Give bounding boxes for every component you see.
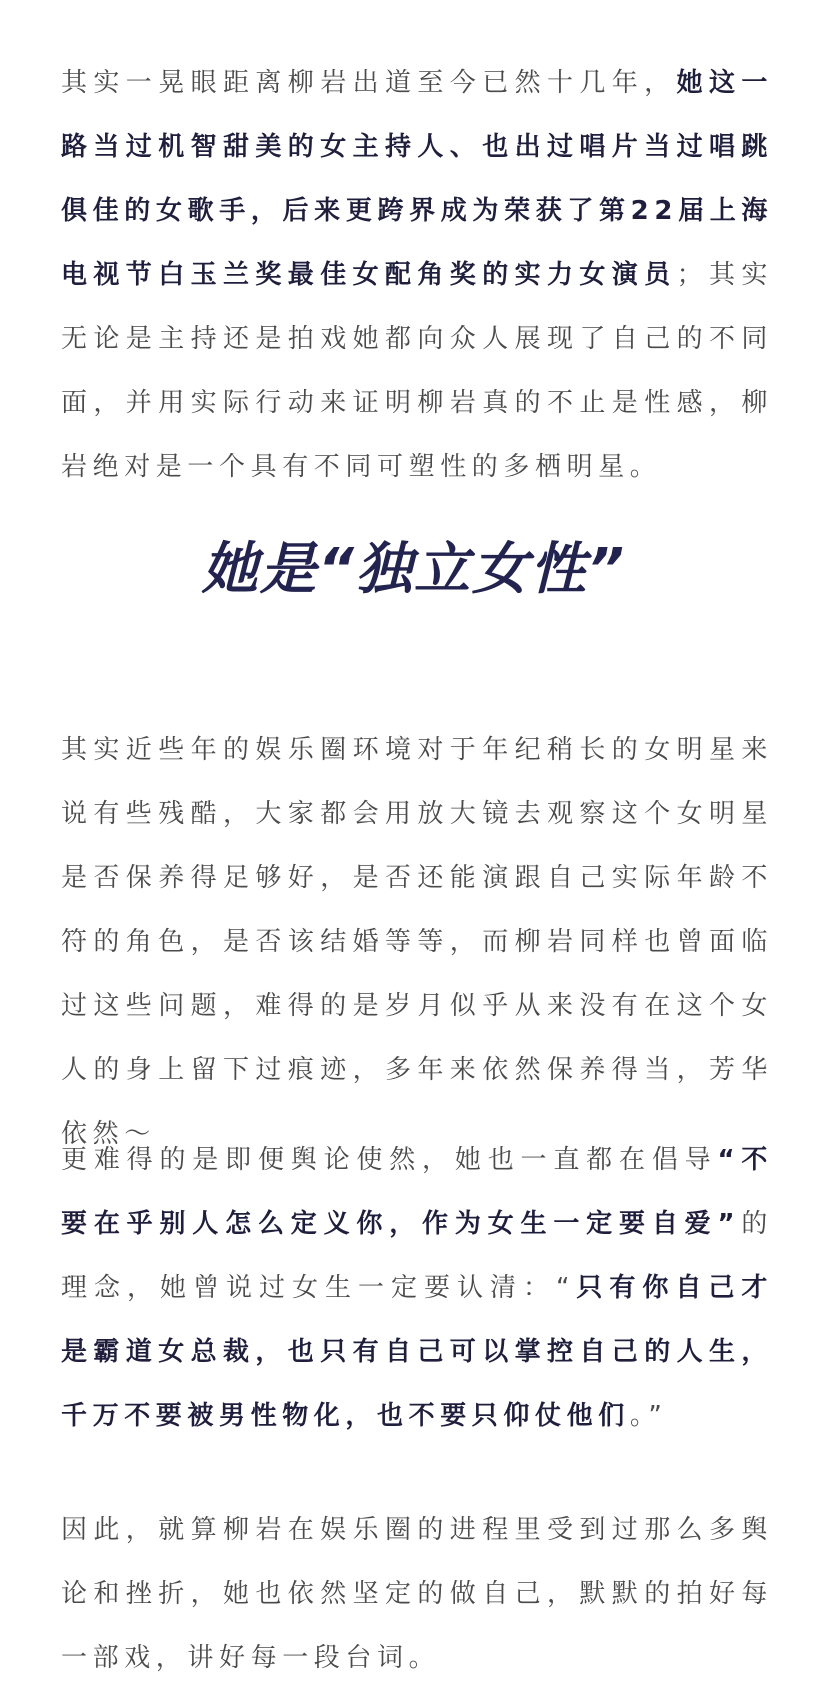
paragraph-entertainment-industry [61, 718, 773, 1166]
paragraph-intro [61, 51, 773, 499]
text-segment-bold: 只有你自己才是霸道女总裁，也只有自己可以掌控自己的人生，千万不要被男性物化，也不要只仰仗他们 [61, 1273, 773, 1431]
paragraph-conclusion [61, 1498, 773, 1690]
section-heading: 她是“独立女性” [201, 537, 627, 602]
text-segment: 的理念，她曾说过女生一定要认清：“ [61, 1209, 773, 1303]
text-segment: 更难得的是即便舆论使然，她也一直都在倡导 [61, 1145, 718, 1175]
text-segment: 因此，就算柳岩在娱乐圈的进程里受到过那么多舆论和挫折，她也依然坚定的做自己，默默的拍好每一部戏，讲好每一段台词。 [61, 1515, 773, 1673]
text-segment-bold: 她这一路当过机智甜美的女主持人、也出过唱片当过唱跳俱佳的女歌手，后来更跨界成为荣获了第22届上海电视节白玉兰奖最佳女配角奖的实力女演员 [61, 68, 773, 290]
text-segment-bold: “不要在乎别人怎么定义你，作为女生一定要自爱” [61, 1145, 773, 1239]
text-segment: 其实一晃眼距离柳岩出道至今已然十几年， [61, 68, 677, 98]
paragraph-advocacy [61, 1128, 773, 1448]
text-segment: 其实近些年的娱乐圈环境对于年纪稍长的女明星来说有些残酷，大家都会用放大镜去观察这个女明星是否保养得足够好，是否还能演跟自己实际年龄不符的角色，是否该结婚等等，而柳岩同样也曾面临过这些问题，难得的是岁月似乎从来没有在这个女人的身上留下过痕迹，多年来依然保养得当，芳华依然～ [61, 735, 773, 1149]
text-segment: 。” [629, 1401, 668, 1431]
text-segment: ；其实无论是主持还是拍戏她都向众人展现了自己的不同面，并用实际行动来证明柳岩真的不止是性感，柳岩绝对是一个具有不同可塑性的多栖明星。 [61, 260, 773, 482]
